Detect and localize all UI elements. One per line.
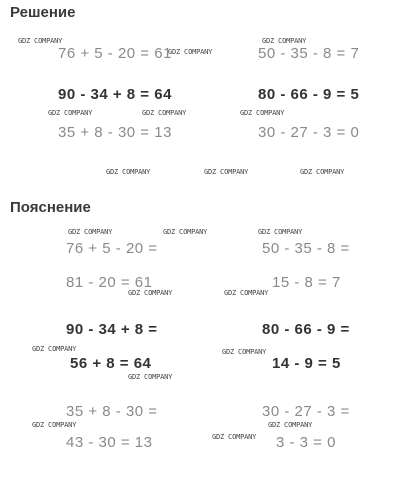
explanation-line-6: 80 - 66 - 9 = (262, 321, 350, 338)
solution-equation-3: 90 - 34 + 8 = 64 (58, 86, 172, 103)
watermark: GDZ COMPANY (142, 109, 187, 117)
explanation-line-10: 30 - 27 - 3 = (262, 403, 350, 420)
solution-equation-5: 35 + 8 - 30 = 13 (58, 124, 172, 141)
explanation-line-8: 14 - 9 = 5 (272, 355, 341, 372)
explanation-line-11: 43 - 30 = 13 (66, 434, 153, 451)
explanation-line-7: 56 + 8 = 64 (70, 355, 152, 372)
watermark: GDZ COMPANY (168, 48, 213, 56)
explanation-line-12: 3 - 3 = 0 (276, 434, 336, 451)
watermark: GDZ COMPANY (258, 228, 303, 236)
explanation-line-5: 90 - 34 + 8 = (66, 321, 158, 338)
watermark: GDZ COMPANY (128, 373, 173, 381)
solution-equation-1: 76 + 5 - 20 = 61 (58, 45, 172, 62)
watermark: GDZ COMPANY (163, 228, 208, 236)
watermark: GDZ COMPANY (300, 168, 345, 176)
watermark: GDZ COMPANY (106, 168, 151, 176)
watermark: GDZ COMPANY (212, 433, 257, 441)
watermark: GDZ COMPANY (224, 289, 269, 297)
watermark: GDZ COMPANY (18, 37, 63, 45)
watermark: GDZ COMPANY (240, 109, 285, 117)
watermark: GDZ COMPANY (262, 37, 307, 45)
watermark: GDZ COMPANY (128, 289, 173, 297)
explanation-line-3: 81 - 20 = 61 (66, 274, 153, 291)
watermark: GDZ COMPANY (48, 109, 93, 117)
solution-equation-6: 30 - 27 - 3 = 0 (258, 124, 360, 141)
explanation-line-2: 50 - 35 - 8 = (262, 240, 350, 257)
solution-equation-4: 80 - 66 - 9 = 5 (258, 86, 360, 103)
explanation-heading: Пояснение (10, 199, 91, 216)
solution-heading: Решение (10, 4, 76, 21)
explanation-line-1: 76 + 5 - 20 = (66, 240, 158, 257)
watermark: GDZ COMPANY (32, 345, 77, 353)
explanation-line-4: 15 - 8 = 7 (272, 274, 341, 291)
watermark: GDZ COMPANY (204, 168, 249, 176)
watermark: GDZ COMPANY (68, 228, 113, 236)
watermark: GDZ COMPANY (222, 348, 267, 356)
watermark: GDZ COMPANY (268, 421, 313, 429)
explanation-line-9: 35 + 8 - 30 = (66, 403, 158, 420)
solution-equation-2: 50 - 35 - 8 = 7 (258, 45, 360, 62)
watermark: GDZ COMPANY (32, 421, 77, 429)
